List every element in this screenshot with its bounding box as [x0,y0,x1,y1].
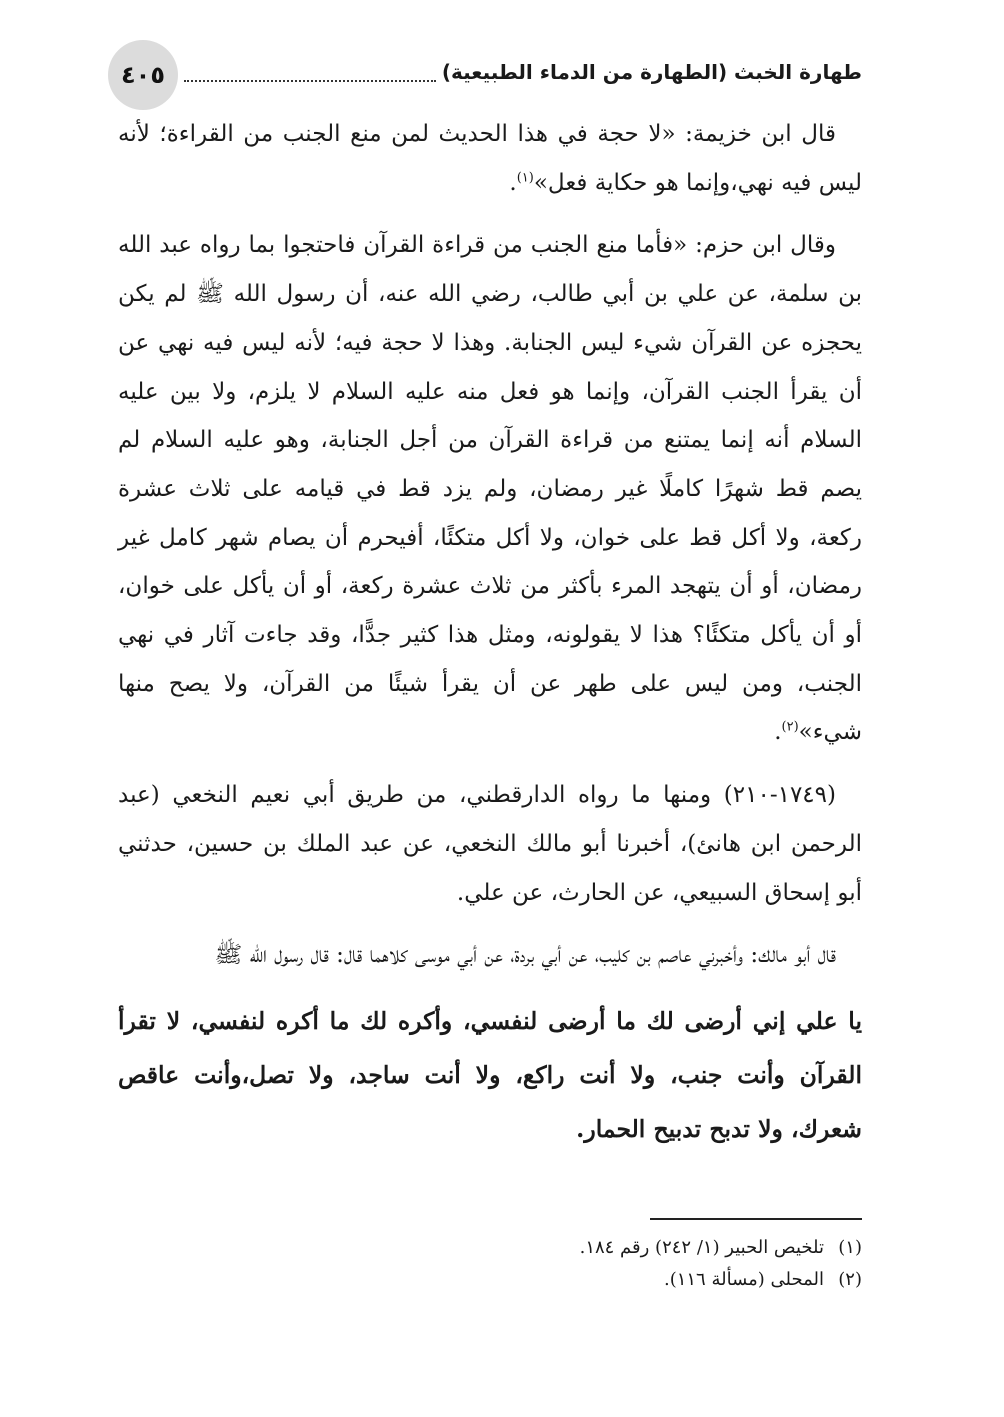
paragraph-hadith-chain: (١٧٤٩-٢١٠) ومنها ما رواه الدارقطني، من طريق أبي نعيم النخعي (عبد الرحمن ابن هانئ)، أخبرنا أبو مالك النخعي، عن عبد الملك بن حسين، حدثني أبو إسحاق السبيعي، عن الحارث، عن علي. [118,782,862,906]
page-number-badge: ٤٠٥ [108,40,178,110]
paragraph-abu-malik: قال أبو مالك: وأخبرني عاصم بن كليب، عن أبي بردة، عن أبي موسى كلاهما قال: قال رسول الله ﷺ [214,942,836,969]
footnote-item [118,1264,862,1296]
page-header [108,40,862,110]
main-text [118,110,862,1170]
running-head [178,54,862,90]
footnote-ref-2[interactable]: (٢) [781,719,799,735]
footnote-separator [650,1218,862,1220]
paragraph-ibn-hazm: وقال ابن حزم: «فأما منع الجنب من قراءة القرآن فاحتجوا بما رواه عبد الله بن سلمة، عن علي بن أبي طالب، رضي الله عنه، أن رسول الله ﷺ لم يكن يحجزه عن القرآن شيء ليس الجنابة. وهذا لا حجة فيه؛ لأنه ليس فيه نهي عن أن يقرأ الجنب القرآن، وإنما هو فعل منه عليه السلام لا يلزم، ولا بين عليه السلام أنه إنما يمتنع من قراءة القرآن من أجل الجنابة، وهو عليه السلام لم يصم قط شهرًا كاملًا غير رمضان، ولم يزد قط في قيامه على ثلاث عشرة ركعة، ولا أكل قط على خوان، ولا أكل متكئًا، أفيحرم أن يصام شهر كامل غير رمضان، أو أن يتهجد المرء بأكثر من ثلاث عشرة ركعة، أو أن يأكل على خوان، أو أن يأكل متكئًا؟ هذا لا يقولونه، ومثل هذا كثير جدًّا، وقد جاءت آثار في نهي الجنب، ومن ليس على طهر عن أن يقرأ شيئًا من القرآن، ولا يصح منها شيء»$^{(٢)}$. [118,232,862,746]
footnote-text: المحلى (مسألة ١١٦). [663,1269,824,1290]
footnote-text: تلخيص الحبير (١/ ٢٤٢) رقم ١٨٤. [579,1237,824,1258]
leader-dots [184,62,436,82]
footnote-number: (٢) [838,1269,862,1290]
hadith-text: يا علي إني أرضى لك ما أرضى لنفسي، وأكره لك ما أكره لنفسي، لا تقرأ القرآن وأنت جنب، ولا أنت راكع، ولا أنت ساجد، ولا تصل،وأنت عاقص شعرك، ولا تدبح تدبيح الحمار. [118,1006,862,1143]
footnote-item [118,1232,862,1264]
footnotes [118,1232,862,1296]
running-title: طهارة الخبث (الطهارة من الدماء الطبيعية) [441,60,862,84]
paragraph-ibn-khuzaymah: قال ابن خزيمة: «لا حجة في هذا الحديث لمن منع الجنب من القراءة؛ لأنه ليس فيه نهي،وإنما هو حكاية فعل»$^{(١)}$. [118,121,862,196]
footnote-number: (١) [838,1237,862,1258]
footnote-ref-1[interactable]: (١) [516,170,534,186]
